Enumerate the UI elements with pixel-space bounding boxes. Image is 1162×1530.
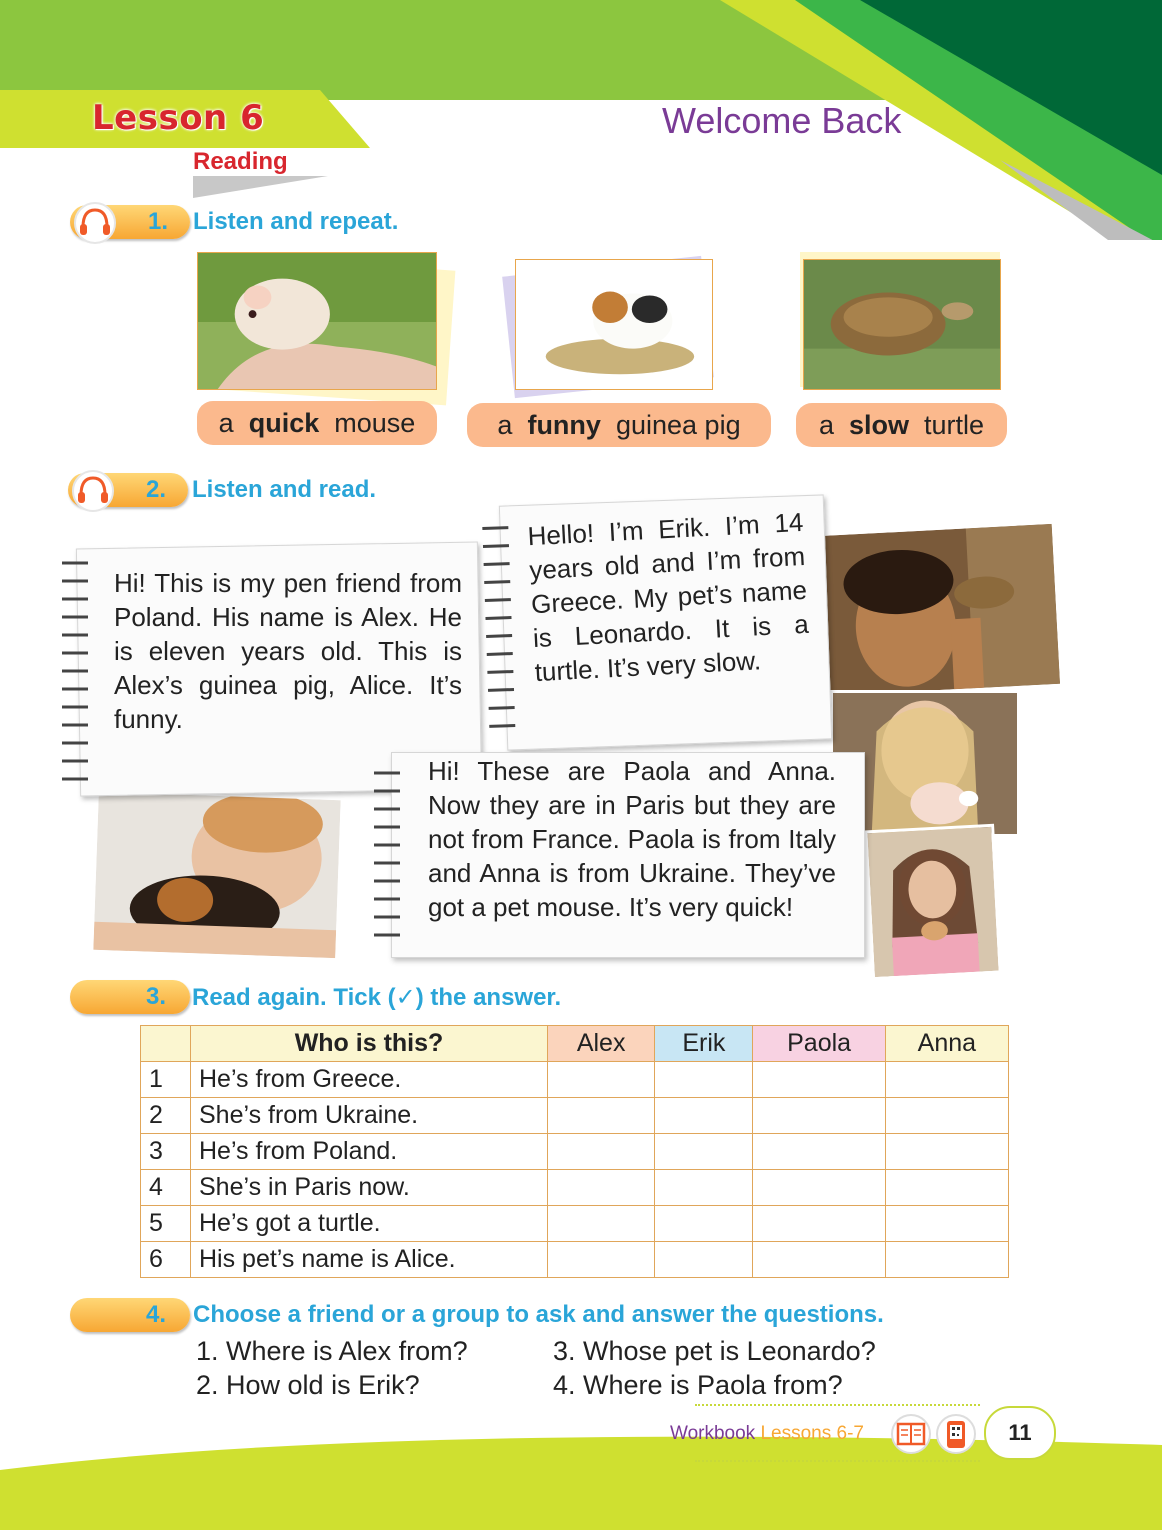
- tick-cell[interactable]: [655, 1134, 753, 1170]
- caption-mouse: a quick mouse: [197, 401, 437, 445]
- table-row: 2 She’s from Ukraine.: [141, 1098, 1009, 1134]
- question-1: 1. Where is Alex from?: [196, 1336, 468, 1366]
- task2-instruction: Listen and read.: [192, 476, 377, 503]
- header-erik: Erik: [655, 1026, 753, 1062]
- section-underline: [193, 176, 328, 198]
- tick-table: [140, 1025, 1009, 1278]
- question-2: 2. How old is Erik?: [196, 1370, 420, 1400]
- tick-cell[interactable]: [753, 1242, 885, 1278]
- tick-cell[interactable]: [885, 1170, 1008, 1206]
- note-text-paola-anna: Hi! These are Paola and Anna. Now they are in Paris but they are not from France. Paola is from Italy and Anna is from Ukraine. They’ve got a pet mouse. It’s very quick!: [428, 756, 836, 922]
- table-row: 3 He’s from Poland.: [141, 1134, 1009, 1170]
- workbook-reference: Workbook Lessons 6-7: [670, 1423, 864, 1444]
- task4-number: 4.: [146, 1301, 167, 1328]
- turtle-photo: [803, 259, 1001, 390]
- anna-photo: [864, 824, 1002, 981]
- tick-cell[interactable]: [548, 1134, 655, 1170]
- table-row: 5 He’s got a turtle.: [141, 1206, 1009, 1242]
- alex-photo: [93, 792, 340, 958]
- tick-cell[interactable]: [655, 1062, 753, 1098]
- header-question: Who is this?: [191, 1026, 548, 1062]
- task1-instruction: Listen and repeat.: [193, 208, 399, 235]
- tick-cell[interactable]: [753, 1206, 885, 1242]
- table-header: [141, 1026, 1009, 1062]
- page-number: 11: [984, 1406, 1056, 1460]
- mouse-photo: [197, 252, 437, 390]
- unit-title: Welcome Back: [662, 100, 902, 141]
- tick-cell[interactable]: [548, 1098, 655, 1134]
- table-row: 4 She’s in Paris now.: [141, 1170, 1009, 1206]
- task3-instruction: Read again. Tick (✓) the answer.: [192, 984, 562, 1011]
- table-row: 1 He’s from Greece.: [141, 1062, 1009, 1098]
- tick-cell[interactable]: [655, 1206, 753, 1242]
- tick-cell[interactable]: [655, 1242, 753, 1278]
- spiral-binding: [58, 555, 92, 790]
- caption-turtle: a slow turtle: [796, 403, 1007, 447]
- tick-cell[interactable]: [885, 1062, 1008, 1098]
- qr-phone-icon: [935, 1414, 977, 1454]
- task4-pill: [70, 1298, 190, 1332]
- guinea-pig-photo: [515, 259, 713, 390]
- tick-cell[interactable]: [548, 1206, 655, 1242]
- tick-cell[interactable]: [753, 1134, 885, 1170]
- tick-cell[interactable]: [753, 1170, 885, 1206]
- task2-number: 2.: [146, 476, 167, 503]
- tick-cell[interactable]: [548, 1170, 655, 1206]
- header-paola: Paola: [753, 1026, 885, 1062]
- note-text-alex: Hi! This is my pen friend from Poland. His name is Alex. He is eleven years old. This is Alex’s guinea pig, Alice. It’s funny.: [114, 568, 462, 734]
- header-alex: Alex: [548, 1026, 655, 1062]
- question-4: 4. Where is Paola from?: [553, 1370, 843, 1400]
- task3-number: 3.: [146, 983, 167, 1010]
- tick-cell[interactable]: [548, 1062, 655, 1098]
- caption-guinea-pig: a funny guinea pig: [467, 403, 771, 447]
- tick-cell[interactable]: [655, 1170, 753, 1206]
- spiral-binding: [370, 765, 404, 955]
- tick-cell[interactable]: [655, 1098, 753, 1134]
- footer-dotted-line: [695, 1404, 980, 1406]
- tick-cell[interactable]: [753, 1098, 885, 1134]
- section-label: Reading: [193, 148, 288, 175]
- workbook-icon: [889, 1414, 933, 1454]
- lesson-title: Lesson 6: [92, 98, 265, 138]
- task3-pill: [70, 980, 190, 1014]
- tick-cell[interactable]: [885, 1098, 1008, 1134]
- tick-cell[interactable]: [885, 1134, 1008, 1170]
- tick-mark: ✓: [395, 984, 416, 1011]
- table-row: 6 His pet’s name is Alice.: [141, 1242, 1009, 1278]
- header-anna: Anna: [885, 1026, 1008, 1062]
- task1-number: 1.: [148, 208, 169, 235]
- question-3: 3. Whose pet is Leonardo?: [553, 1336, 876, 1366]
- note-text-erik: Hello! I’m Erik. I’m 14 years old and I’m from Greece. My pet’s name is Leonardo. It is a turtle. It’s very slow.: [526, 506, 810, 688]
- erik-photo: [816, 524, 1060, 696]
- task4-instruction: Choose a friend or a group to ask and answer the questions.: [193, 1301, 884, 1328]
- tick-cell[interactable]: [885, 1242, 1008, 1278]
- tick-cell[interactable]: [885, 1206, 1008, 1242]
- tick-cell[interactable]: [548, 1242, 655, 1278]
- headphones-icon: [72, 200, 118, 244]
- footer-dotted-line: [695, 1460, 980, 1462]
- tick-cell[interactable]: [753, 1062, 885, 1098]
- headphones-icon: [70, 468, 116, 512]
